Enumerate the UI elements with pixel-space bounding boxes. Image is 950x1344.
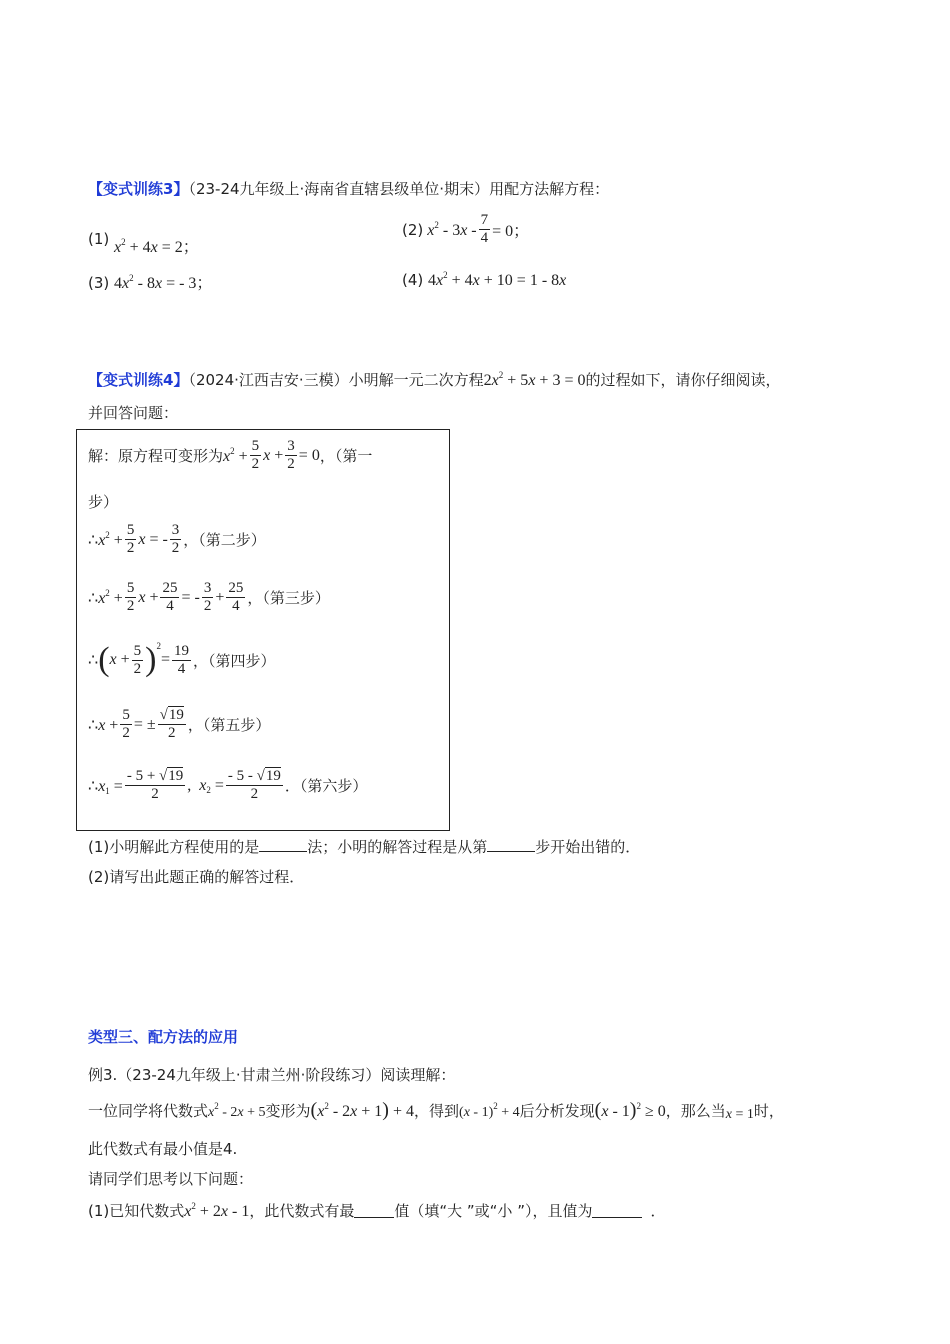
step-3: $\therefore x^2$ + $\frac{5}{2}$ x + $\frac{25}{4}$ = - $\frac{3}{2}$ + $\frac{25}{4}$ ，（第三步） [88,580,330,614]
section-heading: 类型三、配方法的应用 [88,1028,239,1046]
equation-4: (4) $4x^2 + 4x + 10 = 1 - 8x$ [402,270,567,289]
step-5: ∴x + $\frac{5}{2}$ = ± $\frac{√19}{2}$ ，（第五步） [88,707,271,741]
step-4: ∴ ( x + $\frac{5}{2}$ ) 2 = $\frac{19}{4}$ ，（第四步） [88,641,276,678]
step-1: 解：原方程可变形为 $x^2$ + $\frac{5}{2}$ x + $\frac{3}{2}$ = 0 ，（第一 [88,438,373,472]
step-2: $\therefore x^2$ + $\frac{5}{2}$ x = - $\frac{3}{2}$ ，（第二步） [88,522,266,556]
exercise-4-line2: 并回答问题： [88,404,179,422]
answer-blank-method[interactable] [259,837,307,852]
step-6: $\therefore x_1$ = $\frac{- 5 + √19}{2}$ , $x_2$ = $\frac{- 5 - √19}{2}$ ．（第六步） [88,768,368,802]
exercise-3-tag: 【变式训练3】 [88,180,189,198]
exercise-3-heading [88,178,609,199]
exercise-4-tag: 【变式训练4】 [88,371,189,389]
step-1-cont: 步） [88,493,119,511]
answer-blank-step[interactable] [487,837,535,852]
answer-blank-extreme[interactable] [354,1203,394,1218]
example-3-line: 例3.（23-24九年级上·甘肃兰州·阶段练习）阅读理解： [88,1066,456,1084]
exercise-4-heading: 【变式训练4】（2024·江西吉安·三模）小明解一元二次方程$2x^2 + 5x + 3 = 0$的过程如下，请你仔细阅读， [88,370,781,389]
equation-2: (2) $x^2 - 3x$ - $\frac{7}{4}$ = 0； [402,212,530,246]
equation-1: (1) $x^2 + 4x = 2$； [88,230,199,256]
example-3-para-3: 请同学们思考以下问题： [88,1170,254,1188]
example-3-question-1: (1)已知代数式 $x^2 + 2x - 1$ ，此代数式有最 值（填“大 ”或“小 ”），且值为 ． [88,1200,666,1220]
question-2: (2)请写出此题正确的解答过程． [88,868,305,886]
exercise-3-source: （23-24九年级上·海南省直辖县级单位·期末）用配方法解方程： [188,180,610,198]
equation-3: (3) $4x^2 - 8x$ = - 3； [88,273,213,292]
example-3-para-2: 此代数式有最小值是4. [88,1140,238,1158]
question-1: (1)小明解此方程使用的是 法；小明的解答过程是从第 步开始出错的． [88,838,641,856]
example-3-para-1: 一位同学将代数式 $x^2 - 2x + 5$ 变形为 $(x^2 - 2x + 1) + 4$ ，得到 (x - 1)$^2$ + 4 后分析发现 (x - 1)$^2$ ≥ 0 ，那么当 x = 1 时， [88,1099,784,1122]
answer-blank-value[interactable] [592,1203,642,1218]
